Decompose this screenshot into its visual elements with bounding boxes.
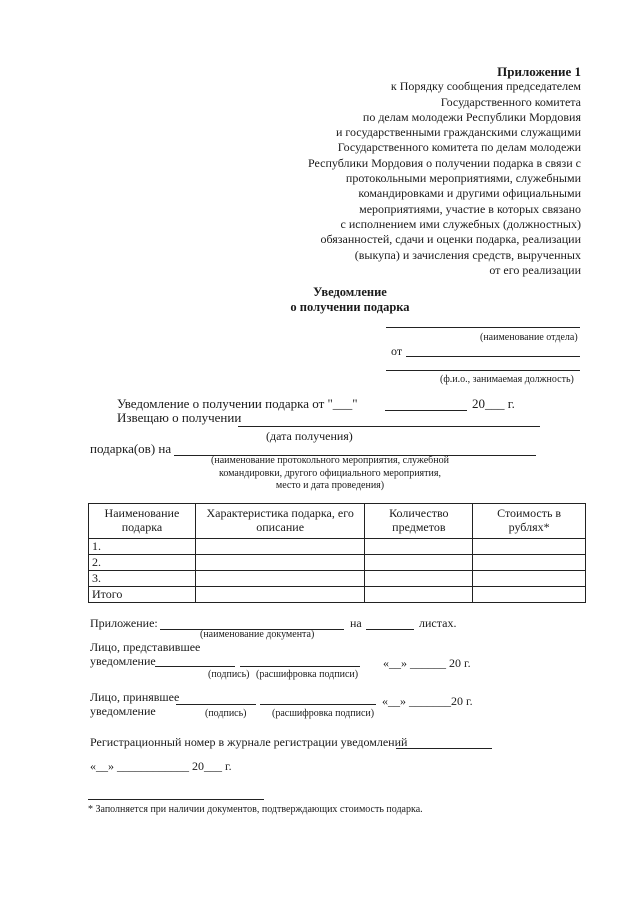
header-quantity: Количество предметов: [365, 504, 473, 539]
fio-caption: (ф.и.о., занимаемая должность): [440, 374, 574, 385]
notice-line: Уведомление о получении подарка от "___": [117, 396, 358, 411]
table-cell[interactable]: [365, 555, 473, 571]
from-label: от: [391, 344, 403, 358]
department-field[interactable]: [386, 327, 580, 328]
attachment-on-label: на: [350, 616, 362, 630]
header-price: Стоимость в рублях*: [473, 504, 586, 539]
table-cell[interactable]: [473, 587, 586, 603]
submitter-label-line-1: Лицо, представившее: [90, 640, 201, 654]
receiver-decoding-caption: (расшифровка подписи): [272, 708, 375, 719]
table-row: [89, 555, 586, 571]
appendix-header: [308, 64, 581, 278]
event-caption-line: место и дата проведения): [275, 480, 385, 491]
appendix-line: (выкупа) и зачисления средств, вырученных: [354, 247, 581, 262]
fio-field[interactable]: [386, 370, 580, 371]
receipt-date-caption: (дата получения): [266, 429, 353, 443]
appendix-line: и государственными гражданскими служащими: [335, 125, 581, 140]
table-cell[interactable]: [195, 571, 365, 587]
submitter-decoding-caption: (расшифровка подписи): [256, 669, 359, 680]
attachment-sheets-field[interactable]: [366, 629, 414, 630]
appendix-line: мероприятиями, участие в которых связано: [359, 201, 581, 216]
table-cell[interactable]: [195, 539, 365, 555]
notice-month-field[interactable]: [385, 410, 467, 411]
registration-label: Регистрационный номер в журнале регистрации уведомлений: [90, 735, 408, 749]
gifts-table: [88, 503, 586, 603]
table-cell[interactable]: [473, 571, 586, 587]
registration-number-field[interactable]: [396, 748, 492, 749]
table-cell[interactable]: [473, 555, 586, 571]
receiver-label-line-2: уведомление: [90, 704, 156, 718]
receiver-decoding-field[interactable]: [260, 704, 376, 705]
submitter-label-line-2: уведомление: [90, 654, 156, 668]
receiver-signature-caption: (подпись): [205, 708, 247, 719]
attachment-doc-caption: (наименование документа): [200, 629, 315, 640]
table-cell[interactable]: [365, 539, 473, 555]
event-caption: [200, 455, 460, 493]
appendix-title: Приложение 1: [497, 64, 581, 79]
table-cell[interactable]: [195, 555, 365, 571]
table-cell[interactable]: [473, 539, 586, 555]
event-caption-line: командировки, другого официального мероприятия,: [219, 467, 441, 479]
receiver-signature-field[interactable]: [176, 704, 256, 705]
appendix-line: к Порядку сообщения председателем: [390, 79, 581, 94]
gifts-label: подарка(ов) на: [90, 441, 172, 456]
table-cell[interactable]: [365, 571, 473, 587]
submitter-signature-caption: (подпись): [208, 669, 250, 680]
table-row: [89, 587, 586, 603]
receipt-date-field[interactable]: [238, 426, 540, 427]
heading-line-2: о получении подарка: [290, 300, 410, 314]
row-label: 3.: [89, 571, 196, 587]
appendix-line: протокольными мероприятиями, служебными: [345, 171, 581, 186]
receiver-label-line-1: Лицо, принявшее: [90, 690, 180, 704]
inform-label: Извещаю о получении: [117, 410, 242, 425]
notice-year: 20___ г.: [472, 396, 515, 411]
appendix-line: Республики Мордовия о получении подарка в связи с: [308, 155, 581, 170]
appendix-line: с исполнением ими служебных (должностных): [340, 216, 581, 231]
header-gift-name: Наименование подарка: [89, 504, 196, 539]
appendix-line: командировками и другими официальными: [358, 186, 581, 201]
table-header-row: [89, 504, 586, 539]
department-caption: (наименование отдела): [480, 332, 578, 343]
appendix-line: обязанностей, сдачи и оценки подарка, реализации: [320, 232, 581, 247]
table-cell[interactable]: [365, 587, 473, 603]
from-field[interactable]: [406, 356, 580, 357]
submitter-signature-field[interactable]: [155, 666, 235, 667]
appendix-line: от его реализации: [489, 262, 581, 277]
table-row: [89, 539, 586, 555]
attachment-sheets-label: листах.: [419, 616, 457, 630]
footnote: * Заполняется при наличии документов, подтверждающих стоимость подарка.: [88, 804, 423, 815]
row-label: 1.: [89, 539, 196, 555]
footnote-divider: [88, 799, 264, 800]
appendix-line: Государственного комитета: [440, 94, 581, 109]
appendix-line: Государственного комитета по делам молодежи: [337, 140, 581, 155]
document-heading: [280, 285, 420, 315]
submitter-date[interactable]: «__» ______ 20 г.: [383, 656, 471, 670]
appendix-line: по делам молодежи Республики Мордовия: [362, 109, 581, 124]
row-label: 2.: [89, 555, 196, 571]
receiver-date[interactable]: «__» _______20 г.: [382, 694, 473, 708]
submitter-decoding-field[interactable]: [240, 666, 360, 667]
attachment-label: Приложение:: [90, 616, 158, 630]
table-row: [89, 571, 586, 587]
table-cell[interactable]: [195, 587, 365, 603]
header-gift-description: Характеристика подарка, его описание: [195, 504, 365, 539]
heading-line-1: Уведомление: [313, 285, 387, 299]
event-caption-line: (наименование протокольного мероприятия, служебной: [211, 455, 449, 466]
row-label: Итого: [89, 587, 196, 603]
registration-date[interactable]: «__» ____________ 20___ г.: [90, 759, 232, 773]
